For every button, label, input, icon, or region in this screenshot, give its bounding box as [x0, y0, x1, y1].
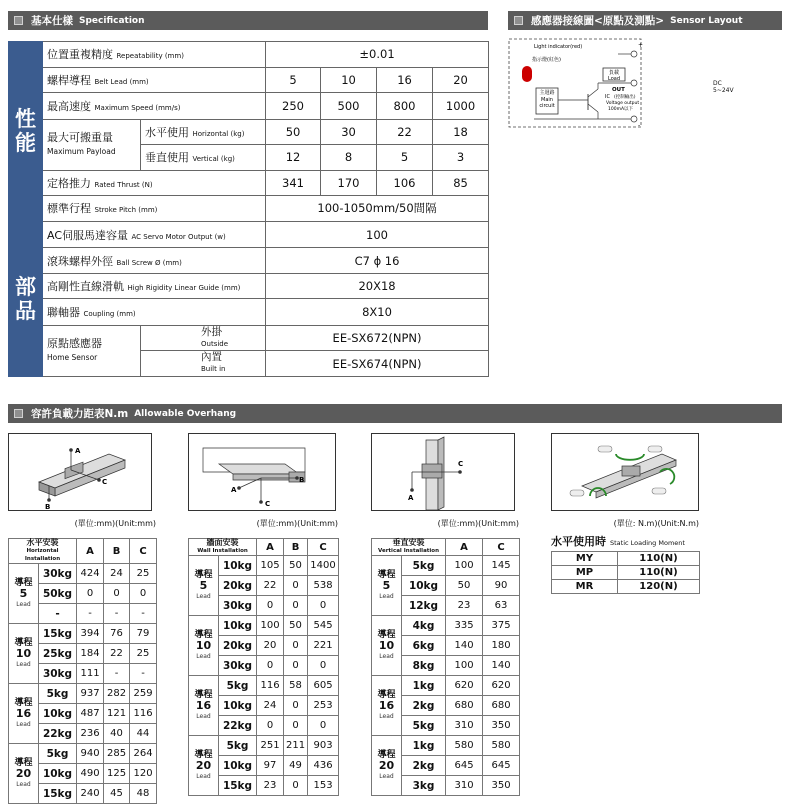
- value-cell: 24: [257, 696, 284, 716]
- thrust-value: 85: [433, 170, 489, 196]
- value-cell: 236: [77, 724, 104, 744]
- value-cell: 937: [77, 684, 104, 704]
- spec-header-en: Specification: [79, 15, 145, 26]
- weight-cell: 2kg: [402, 756, 446, 776]
- voltage-ma: 100mA以下: [608, 107, 634, 112]
- spec-row-guide: [9, 273, 489, 299]
- value-cell: -: [130, 604, 157, 624]
- weight-cell: 5kg: [39, 684, 77, 704]
- header-square-icon: [14, 409, 23, 418]
- value-cell: 20: [257, 636, 284, 656]
- moment-value: 120(N): [618, 580, 700, 594]
- weight-cell: 15kg: [39, 624, 77, 644]
- value-cell: 221: [308, 636, 339, 656]
- out-text: OUT: [612, 87, 625, 93]
- motor-label: AC伺服馬達容量 AC Servo Motor Output (w): [43, 221, 266, 248]
- home-sensor-label: 原點感應器 Home Sensor: [43, 325, 141, 376]
- value-cell: 903: [308, 736, 339, 756]
- category-performance: 性能: [9, 42, 43, 222]
- weight-cell: 20kg: [219, 576, 257, 596]
- header-square-icon: [514, 16, 523, 25]
- spec-table: [8, 41, 489, 377]
- sensor-header: [508, 11, 782, 30]
- value-cell: 645: [446, 756, 483, 776]
- value-cell: 120: [130, 764, 157, 784]
- value-cell: 335: [446, 616, 483, 636]
- installation-header: 牆面安裝 Wall Installation: [189, 539, 257, 556]
- yaw-arrow-icon: [616, 454, 644, 460]
- installation-header: 水平安裝 Horizontal Installation: [9, 539, 77, 564]
- value-cell: 22: [257, 576, 284, 596]
- column-header: C: [483, 539, 520, 556]
- value-cell: 0: [284, 596, 308, 616]
- moment-value: 110(N): [618, 552, 700, 566]
- value-cell: 251: [257, 736, 284, 756]
- horizontal-actuator-diagram: [9, 434, 153, 512]
- value-cell: 0: [284, 716, 308, 736]
- weight-cell: 20kg: [219, 636, 257, 656]
- value-cell: 97: [257, 756, 284, 776]
- main-circuit-en1: Main: [541, 97, 553, 103]
- spec-row-stroke: [9, 196, 489, 222]
- thrust-value: 106: [377, 170, 433, 196]
- value-cell: 645: [483, 756, 520, 776]
- weight-cell: 30kg: [219, 596, 257, 616]
- coupling-value: 8X10: [266, 299, 489, 326]
- unit-label-wall: (單位:mm)(Unit:mm): [256, 519, 338, 528]
- value-cell: -: [104, 664, 130, 684]
- value-cell: 105: [257, 556, 284, 576]
- value-cell: 538: [308, 576, 339, 596]
- payload-vertical-value: 12: [266, 145, 321, 171]
- vertical-overhang-table: [371, 538, 520, 796]
- repeatability-label: 位置重複精度 Repeatability (mm): [43, 42, 266, 68]
- value-cell: 940: [77, 744, 104, 764]
- wall-overhang-table: [188, 538, 339, 796]
- value-cell: 424: [77, 564, 104, 584]
- weight-cell: 30kg: [39, 564, 77, 584]
- lead-group-label: 導程 5 Lead: [189, 556, 219, 616]
- moment-axis: MY: [552, 552, 618, 566]
- value-cell: 145: [483, 556, 520, 576]
- value-cell: 153: [308, 776, 339, 796]
- lead-group-label: 導程 10 Lead: [372, 616, 402, 676]
- lead-label: 螺桿導程 Belt Lead (mm): [43, 67, 266, 93]
- column-header: C: [130, 539, 157, 564]
- main-circuit-cn: 主迴路: [539, 90, 555, 96]
- value-cell: 121: [104, 704, 130, 724]
- weight-cell: -: [39, 604, 77, 624]
- ic-text: IC: [605, 94, 610, 100]
- value-cell: 23: [446, 596, 483, 616]
- axis-a-label: A: [231, 486, 237, 494]
- value-cell: 100: [446, 656, 483, 676]
- speed-value: 1000: [433, 93, 489, 120]
- value-cell: 116: [130, 704, 157, 724]
- value-cell: 100: [446, 556, 483, 576]
- value-cell: 0: [284, 636, 308, 656]
- payload-horizontal-label: 水平使用 Horizontal (kg): [141, 119, 266, 145]
- dc-label: [713, 80, 734, 94]
- table-row: [372, 616, 520, 636]
- header-row: [9, 539, 157, 564]
- home-builtin-value: EE-SX674(NPN): [266, 351, 489, 377]
- value-cell: 24: [104, 564, 130, 584]
- weight-cell: 10kg: [219, 696, 257, 716]
- value-cell: 22: [104, 644, 130, 664]
- weight-cell: 5kg: [402, 716, 446, 736]
- weight-cell: 6kg: [402, 636, 446, 656]
- payload-vertical-value: 8: [321, 145, 377, 171]
- value-cell: 0: [284, 576, 308, 596]
- value-cell: 90: [483, 576, 520, 596]
- value-cell: 436: [308, 756, 339, 776]
- dc-voltage-text: 5~24V: [713, 87, 734, 94]
- terminal-plus: [631, 51, 637, 57]
- sensor-header-cn: 感應器接線圖<原點及測點>: [531, 15, 665, 27]
- payload-vertical-value: 5: [377, 145, 433, 171]
- spec-row-thrust: [9, 170, 489, 196]
- spec-row-lead: [9, 67, 489, 93]
- horizontal-diagram-panel: [8, 433, 152, 511]
- overhang-header-en: Allowable Overhang: [134, 408, 237, 419]
- value-cell: 125: [104, 764, 130, 784]
- spec-row-home-outside: [9, 325, 489, 351]
- table-row: [9, 624, 157, 644]
- speed-value: 800: [377, 93, 433, 120]
- weight-cell: 10kg: [39, 704, 77, 724]
- lead-group-label: 導程 16 Lead: [372, 676, 402, 736]
- value-cell: 0: [257, 656, 284, 676]
- speed-value: 500: [321, 93, 377, 120]
- unit-label-horizontal: (單位:mm)(Unit:mm): [74, 519, 156, 528]
- value-cell: 605: [308, 676, 339, 696]
- value-cell: 680: [446, 696, 483, 716]
- weight-cell: 12kg: [402, 596, 446, 616]
- vertical-diagram-panel: [371, 433, 515, 511]
- axis-a-label: A: [75, 447, 81, 455]
- value-cell: 140: [483, 656, 520, 676]
- speed-value: 250: [266, 93, 321, 120]
- value-cell: 100: [257, 616, 284, 636]
- stroke-value: 100-1050mm/50間隔: [266, 196, 489, 222]
- moment-table: [551, 551, 700, 594]
- voltage-en: Voltage output: [606, 101, 640, 106]
- value-cell: 58: [284, 676, 308, 696]
- value-cell: 580: [446, 736, 483, 756]
- weight-cell: 4kg: [402, 616, 446, 636]
- thrust-label: 定格推力 Rated Thrust (N): [43, 170, 266, 196]
- weight-cell: 10kg: [219, 556, 257, 576]
- axis-b-label: B: [299, 476, 305, 484]
- moment-value: 110(N): [618, 566, 700, 580]
- weight-cell: 15kg: [219, 776, 257, 796]
- table-row: [189, 616, 339, 636]
- moment-axis: MR: [552, 580, 618, 594]
- value-cell: 285: [104, 744, 130, 764]
- weight-cell: 30kg: [219, 656, 257, 676]
- spec-row-motor: [9, 221, 489, 248]
- lead-value: 16: [377, 67, 433, 93]
- value-cell: 0: [284, 696, 308, 716]
- lead-group-label: 導程 16 Lead: [9, 684, 39, 744]
- value-cell: 49: [284, 756, 308, 776]
- moment-title: 水平使用時 Static Loading Moment: [551, 535, 685, 548]
- table-row: [9, 684, 157, 704]
- led-cn-text: 指示燈(紅色): [532, 57, 561, 63]
- weight-cell: 8kg: [402, 656, 446, 676]
- value-cell: 63: [483, 596, 520, 616]
- value-cell: 0: [308, 596, 339, 616]
- value-cell: 253: [308, 696, 339, 716]
- sensor-wiring-diagram: [508, 34, 642, 129]
- value-cell: 0: [77, 584, 104, 604]
- table-row: [372, 736, 520, 756]
- table-row: [189, 556, 339, 576]
- moment-row: [552, 552, 700, 566]
- lead-group-label: 導程 20 Lead: [9, 744, 39, 804]
- weight-cell: 5kg: [39, 744, 77, 764]
- weight-cell: 5kg: [219, 736, 257, 756]
- value-cell: -: [130, 664, 157, 684]
- weight-cell: 5kg: [219, 676, 257, 696]
- table-row: [189, 736, 339, 756]
- table-row: [9, 744, 157, 764]
- value-cell: 680: [483, 696, 520, 716]
- stroke-label: 標準行程 Stroke Pitch (mm): [43, 196, 266, 222]
- column-header: B: [104, 539, 130, 564]
- value-cell: 375: [483, 616, 520, 636]
- value-cell: 1400: [308, 556, 339, 576]
- axis-b-label: B: [45, 503, 51, 511]
- value-cell: 140: [446, 636, 483, 656]
- motor-value: 100: [266, 221, 489, 248]
- value-cell: 350: [483, 776, 520, 796]
- load-en: Load: [608, 76, 620, 82]
- value-cell: 620: [446, 676, 483, 696]
- payload-horizontal-value: 50: [266, 119, 321, 145]
- value-cell: -: [104, 604, 130, 624]
- value-cell: 76: [104, 624, 130, 644]
- main-circuit-en2: circuit: [539, 103, 555, 109]
- moment-actuator-diagram: [552, 434, 700, 512]
- payload-horizontal-value: 18: [433, 119, 489, 145]
- value-cell: 79: [130, 624, 157, 644]
- value-cell: 259: [130, 684, 157, 704]
- value-cell: 0: [104, 584, 130, 604]
- axis-a-label: A: [408, 494, 414, 502]
- value-cell: 116: [257, 676, 284, 696]
- lead-group-label: 導程 5 Lead: [9, 564, 39, 624]
- value-cell: 211: [284, 736, 308, 756]
- lead-group-label: 導程 10 Lead: [189, 616, 219, 676]
- overhang-header: [8, 404, 782, 423]
- thrust-value: 170: [321, 170, 377, 196]
- value-cell: 23: [257, 776, 284, 796]
- table-row: [372, 676, 520, 696]
- value-cell: 580: [483, 736, 520, 756]
- weight-cell: 50kg: [39, 584, 77, 604]
- wall-actuator-diagram: [189, 434, 337, 512]
- dc-text: DC: [713, 80, 722, 87]
- weight-cell: 2kg: [402, 696, 446, 716]
- column-header: A: [77, 539, 104, 564]
- weight-cell: 3kg: [402, 776, 446, 796]
- spec-row-payload-horizontal: [9, 119, 489, 145]
- value-cell: 25: [130, 644, 157, 664]
- vertical-actuator-diagram: [372, 434, 516, 512]
- payload-label: 最大可搬重量 Maximum Payload: [43, 119, 141, 170]
- value-cell: 310: [446, 716, 483, 736]
- value-cell: 620: [483, 676, 520, 696]
- value-cell: 180: [483, 636, 520, 656]
- sensor-header-en: Sensor Layout: [670, 15, 743, 26]
- voltage-cn: (控制輸出): [614, 95, 636, 100]
- overhang-header-cn: 容許負載力距表N.m: [31, 408, 129, 420]
- value-cell: 0: [257, 716, 284, 736]
- value-cell: 184: [77, 644, 104, 664]
- category-parts: 部品: [9, 221, 43, 376]
- value-cell: 48: [130, 784, 157, 804]
- value-cell: 282: [104, 684, 130, 704]
- coupling-label: 聯軸器 Coupling (mm): [43, 299, 266, 326]
- value-cell: 50: [284, 616, 308, 636]
- weight-cell: 10kg: [219, 756, 257, 776]
- minus-text: -: [638, 122, 641, 129]
- axis-c-label: C: [102, 478, 108, 486]
- payload-horizontal-value: 22: [377, 119, 433, 145]
- lead-value: 10: [321, 67, 377, 93]
- header-row: [189, 539, 339, 556]
- guide-label: 高剛性直線滑軌 High Rigidity Linear Guide (mm): [43, 273, 266, 299]
- weight-cell: 1kg: [402, 736, 446, 756]
- installation-header: 垂直安裝 Vertical Installation: [372, 539, 446, 556]
- moment-row: [552, 580, 700, 594]
- value-cell: 0: [257, 596, 284, 616]
- speed-label: 最高速度 Maximum Speed (mm/s): [43, 93, 266, 120]
- column-header: A: [446, 539, 483, 556]
- home-outside-label: 外掛 Outside: [141, 325, 266, 351]
- thrust-value: 341: [266, 170, 321, 196]
- value-cell: 264: [130, 744, 157, 764]
- weight-cell: 22kg: [39, 724, 77, 744]
- table-row: [9, 564, 157, 584]
- value-cell: 50: [446, 576, 483, 596]
- value-cell: 45: [104, 784, 130, 804]
- moment-row: [552, 566, 700, 580]
- screw-label: 滾珠螺桿外徑 Ball Screw Ø (mm): [43, 248, 266, 274]
- value-cell: 40: [104, 724, 130, 744]
- weight-cell: 10kg: [402, 576, 446, 596]
- unit-label-moment: (單位: N.m)(Unit:N.m): [613, 519, 699, 528]
- value-cell: 545: [308, 616, 339, 636]
- value-cell: 0: [308, 656, 339, 676]
- axis-c-label: C: [265, 500, 271, 508]
- spec-row-repeatability: [9, 42, 489, 68]
- column-header: A: [257, 539, 284, 556]
- value-cell: 310: [446, 776, 483, 796]
- spec-row-coupling: [9, 299, 489, 326]
- weight-cell: 1kg: [402, 676, 446, 696]
- value-cell: 490: [77, 764, 104, 784]
- weight-cell: 30kg: [39, 664, 77, 684]
- weight-cell: 25kg: [39, 644, 77, 664]
- value-cell: 0: [130, 584, 157, 604]
- lead-value: 20: [433, 67, 489, 93]
- led-icon: [522, 66, 532, 82]
- lead-group-label: 導程 10 Lead: [9, 624, 39, 684]
- value-cell: 0: [284, 776, 308, 796]
- value-cell: 25: [130, 564, 157, 584]
- spec-header: [8, 11, 488, 30]
- guide-value: 20X18: [266, 273, 489, 299]
- weight-cell: 15kg: [39, 784, 77, 804]
- column-header: C: [308, 539, 339, 556]
- lead-group-label: 導程 5 Lead: [372, 556, 402, 616]
- lead-group-label: 導程 16 Lead: [189, 676, 219, 736]
- lead-value: 5: [266, 67, 321, 93]
- spec-header-cn: 基本仕樣: [31, 15, 73, 27]
- column-header: B: [284, 539, 308, 556]
- header-square-icon: [14, 16, 23, 25]
- spec-row-screw: [9, 248, 489, 274]
- value-cell: 240: [77, 784, 104, 804]
- value-cell: 0: [284, 656, 308, 676]
- weight-cell: 5kg: [402, 556, 446, 576]
- payload-horizontal-value: 30: [321, 119, 377, 145]
- weight-cell: 22kg: [219, 716, 257, 736]
- payload-vertical-value: 3: [433, 145, 489, 171]
- lead-group-label: 導程 20 Lead: [372, 736, 402, 796]
- moment-axis: MP: [552, 566, 618, 580]
- value-cell: -: [77, 604, 104, 624]
- table-row: [372, 556, 520, 576]
- light-indicator-text: Light indicator(red): [534, 44, 583, 50]
- value-cell: 111: [77, 664, 104, 684]
- weight-cell: 10kg: [39, 764, 77, 784]
- load-cn: 負載: [608, 70, 620, 76]
- home-builtin-label: 內置 Built in: [141, 351, 266, 377]
- value-cell: 350: [483, 716, 520, 736]
- lead-group-label: 導程 20 Lead: [189, 736, 219, 796]
- value-cell: 44: [130, 724, 157, 744]
- horizontal-overhang-table: [8, 538, 157, 804]
- spec-row-speed: [9, 93, 489, 120]
- moment-diagram-panel: [551, 433, 699, 511]
- unit-label-vertical: (單位:mm)(Unit:mm): [437, 519, 519, 528]
- terminal-out: [631, 80, 637, 86]
- value-cell: 394: [77, 624, 104, 644]
- terminal-minus: [631, 116, 637, 122]
- plus-text: +: [638, 42, 644, 49]
- weight-cell: 10kg: [219, 616, 257, 636]
- wall-diagram-panel: [188, 433, 336, 511]
- screw-value: C7 ϕ 16: [266, 248, 489, 274]
- value-cell: 487: [77, 704, 104, 724]
- table-row: [189, 676, 339, 696]
- repeatability-value: ±0.01: [266, 42, 489, 68]
- payload-vertical-label: 垂直使用 Vertical (kg): [141, 145, 266, 171]
- header-row: [372, 539, 520, 556]
- value-cell: 0: [308, 716, 339, 736]
- axis-c-label: C: [458, 460, 464, 468]
- home-outside-value: EE-SX672(NPN): [266, 325, 489, 351]
- value-cell: 50: [284, 556, 308, 576]
